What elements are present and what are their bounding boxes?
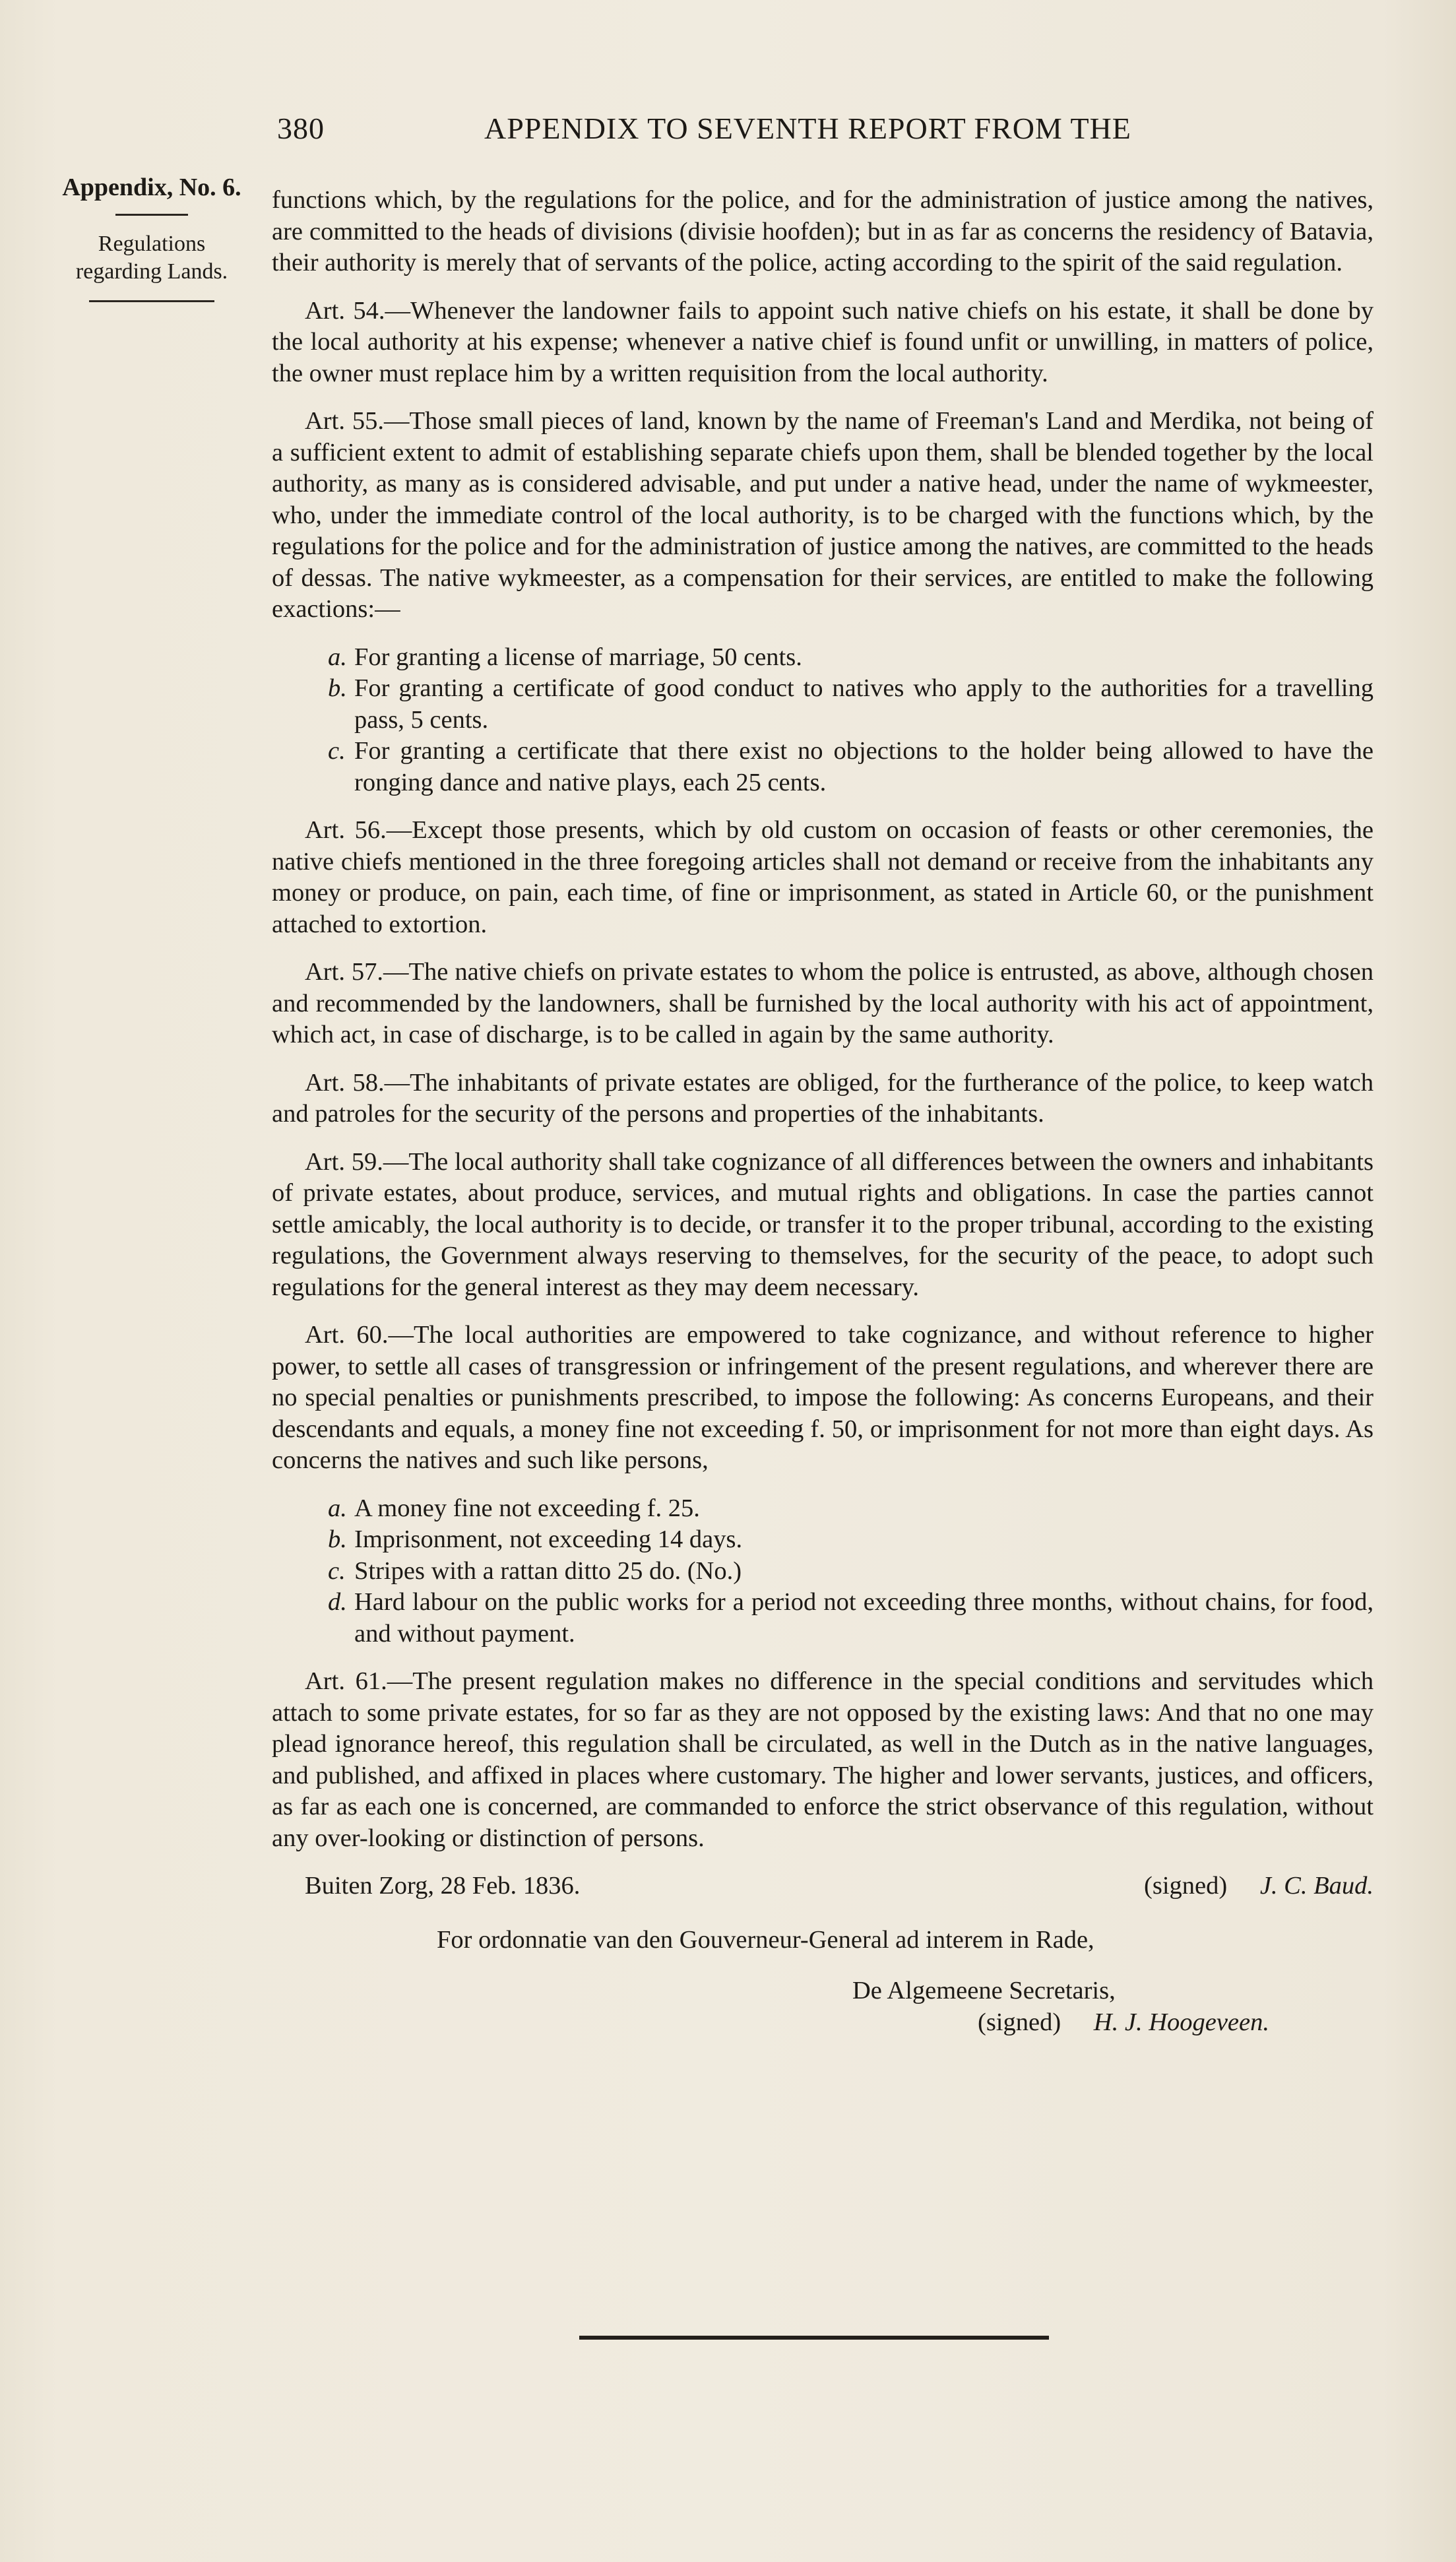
list-item-label: c. [328,737,346,765]
article-55: Art. 55.—Those small pieces of land, known by the name of Freeman's Land and Merdika, not being of a sufficient extent to admit of establishing separate chiefs upon them, shall be blended together by the local authority, as many as is considered advisable, and put under a native head, under the name of wykmeester, who, under the immediate control of the local authority, is to be charged with the functions which, by the regulations for the police and for the administration of justice among the natives, are committed to the heads of dessas. The native wykmeester, as a compensation for their services, are entitled to make the following exactions:— [272,407,1374,623]
article-57: Art. 57.—The native chiefs on private estates to whom the police is entrusted, as above, although chosen and recommended by the landowners, shall be furnished by the local authority with his act of appointment, which act, in case of discharge, is to be called in again by the same authority. [272,958,1374,1048]
article-59: Art. 59.—The local authority shall take cognizance of all differences between the owners and inhabitants of private estates, about produce, services, and mutual rights and obligations. In case the parties cannot settle amicably, the local authority is to decide, or transfer it to the proper tribunal, according to the existing regulations, the Government always reserving to themselves, for the security of the peace, to adopt such regulations for the general interest as they may deem necessary. [272,1147,1374,1301]
end-rule [579,2336,1049,2340]
article-60-list [272,1493,1374,1650]
margin-divider-bottom [89,300,214,302]
list-item-text: A money fine not exceeding f. 25. [354,1494,700,1522]
intro-paragraph: functions which, by the regulations for the police, and for the administration of justice among the natives, are committed to the heads of divisions (divisie hoofden); but in as far as concerns the residency of Batavia, their authority is merely that of servants of the police, acting according to the spirit of the said regulation. [272,186,1374,276]
page-header [277,111,1267,157]
margin-note-line-2: regarding Lands. [75,259,228,284]
list-item [272,1493,1374,1525]
article-56: Art. 56.—Except those presents, which by old custom on occasion of feasts or other ceremonies, the native chiefs mentioned in the three foregoing articles shall not demand or receive from the inhabitants any money or produce, on pain, each time, of fine or imprisonment, as stated in Article 60, or the punishment attached to extortion. [272,816,1374,938]
margin-note-line-1: Regulations [98,232,206,256]
margin-divider [115,214,188,216]
list-item-label: b. [328,674,347,702]
main-text [272,185,1374,2038]
list-item [272,1524,1374,1556]
running-head: APPENDIX TO SEVENTH REPORT FROM THE [484,112,1131,145]
list-item-label: a. [328,643,347,671]
secretaris-signed-label: (signed) [978,2008,1061,2036]
secretaris-name: H. J. Hoogeveen. [1093,2008,1269,2036]
list-item [272,1587,1374,1649]
ordonnatie-line: For ordonnatie van den Gouverneur-General ad interem in Rade, [437,1925,1094,1954]
article-58: Art. 58.—The inhabitants of private estates are obliged, for the furtherance of the police, to keep watch and patroles for the security of the persons and properties of the inhabitants. [272,1068,1374,1128]
page-number: 380 [277,112,325,145]
list-item [272,642,1374,674]
signed-label: (signed) [1144,1872,1228,1900]
secretaris-title: De Algemeene Secretaris, [852,1977,1116,2004]
list-item-label: d. [328,1588,347,1616]
signature-block [1144,1871,1374,1902]
list-item-label: c. [328,1556,346,1585]
list-item [272,736,1374,798]
signature-line [272,1871,1374,1902]
list-item-text: For granting a certificate of good conduct to natives who apply to the authorities for a travelling pass, 5 cents. [354,674,1374,734]
list-item-text: Hard labour on the public works for a period not exceeding three months, without chains, for food, and without payment. [354,1588,1374,1648]
article-55-list [272,642,1374,799]
secretaris-block [272,1975,1374,2038]
list-item-text: Imprisonment, not exceeding 14 days. [354,1525,743,1553]
list-item [272,1556,1374,1587]
list-item-text: For granting a license of marriage, 50 cents. [354,643,802,671]
list-item-text: For granting a certificate that there exist no objections to the holder being allowed to have the ronging dance and native plays, each 25 cents. [354,737,1374,796]
article-60: Art. 60.—The local authorities are empowered to take cognizance, and without reference to higher power, to settle all cases of transgression or infringement of the present regulations, and wherever there are no special penalties or punishments prescribed, to impose the following: As concerns Europeans, and their descendants and equals, a money fine not exceeding f. 50, or imprisonment for not more than eight days. As concerns the natives and such like persons, [272,1321,1374,1474]
article-54: Art. 54.—Whenever the landowner fails to appoint such native chiefs on his estate, it shall be done by the local authority at his expense; whenever a native chief is found unfit or unwilling, in matters of police, the owner must replace him by a written requisition from the local authority. [272,296,1374,387]
list-item-label: a. [328,1494,347,1522]
article-61: Art. 61.—The present regulation makes no difference in the special conditions and servitudes which attach to some private estates, for so far as they are not opposed by the existing laws: And that no one may plead ignorance hereof, this regulation shall be circulated, as well in the Dutch as in the native languages, and published, and affixed in places where customary. The higher and lower servants, justices, and officers, as far as each one is concerned, are commanded to enforce the strict observance of this regulation, without any over-looking or distinction of persons. [272,1667,1374,1852]
margin-appendix-label: Appendix, No. 6. [62,174,241,201]
margin-note [46,173,257,302]
list-item-text: Stripes with a rattan ditto 25 do. (No.) [354,1556,742,1585]
secretaris-signed-row [852,2007,1374,2039]
list-item-label: b. [328,1525,347,1553]
list-item [272,673,1374,736]
signer-name: J. C. Baud. [1259,1872,1374,1900]
place-date: Buiten Zorg, 28 Feb. 1836. [305,1872,581,1900]
